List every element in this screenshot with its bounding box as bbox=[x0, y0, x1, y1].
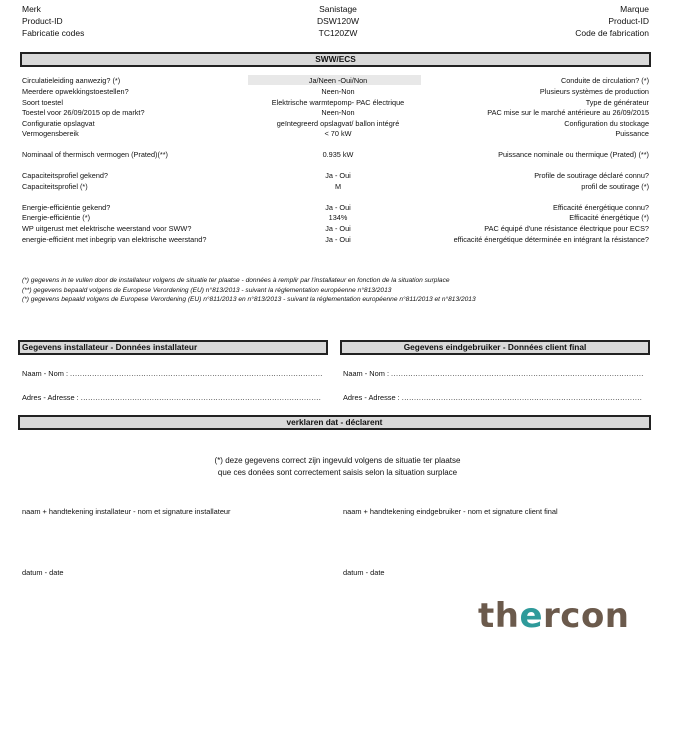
row-label-nl: Energie-efficiëntie (*) bbox=[22, 213, 91, 222]
row-value: geïntegreerd opslagvat/ ballon intégré bbox=[276, 119, 400, 128]
row-label-nl: Capaciteitsprofiel (*) bbox=[22, 182, 88, 191]
row-label-fr: Efficacité énergétique (*) bbox=[569, 213, 649, 222]
declaration-line-nl: (*) deze gegevens correct zijn ingevuld volgens de situatie ter plaatse bbox=[214, 456, 461, 465]
row-value: Neen-Non bbox=[321, 108, 355, 117]
header-brand-label-fr: Marque bbox=[620, 4, 649, 14]
client-name-label: Naam - Nom : bbox=[343, 369, 392, 378]
row-label-fr: Puissance nominale ou thermique (Prated) (**) bbox=[498, 150, 649, 159]
row-label-nl: Configuratie opslagvat bbox=[22, 119, 95, 128]
client-name-field[interactable] bbox=[343, 369, 644, 378]
installer-date-label: datum - date bbox=[22, 568, 64, 577]
row-value: 0.935 kW bbox=[322, 150, 354, 159]
logo-text-end: rcon bbox=[543, 596, 630, 636]
header-code-label-nl: Fabricatie codes bbox=[22, 28, 85, 38]
header-code-label-fr: Code de fabrication bbox=[575, 28, 649, 38]
header-code-value: TC120ZW bbox=[318, 28, 358, 38]
fill-line: .................................................................................................. bbox=[80, 393, 322, 402]
footnote-regulation-811-813: (*) gegevens bepaald volgens de Europese Verordening (EU) n°811/2013 en n°813/2013 - suivant la réglementation européenne n°811/2013 et n°813/2013 bbox=[22, 296, 476, 303]
header-brand-label-nl: Merk bbox=[22, 4, 41, 14]
logo-text-accent: e bbox=[519, 596, 544, 636]
row-label-fr: Conduite de circulation? (*) bbox=[560, 76, 649, 85]
row-label-nl: WP uitgerust met elektrische weerstand voor SWW? bbox=[22, 224, 192, 233]
row-label-fr: Profile de soutirage déclaré connu? bbox=[534, 171, 649, 180]
installer-name-label: Naam - Nom : bbox=[22, 369, 71, 378]
row-value: Elektrische warmtepomp- PAC électrique bbox=[271, 98, 405, 107]
row-label-nl: Soort toestel bbox=[22, 98, 63, 107]
fill-line: ....................................................................................................... bbox=[391, 369, 644, 378]
header-product-label-nl: Product-ID bbox=[22, 16, 63, 26]
client-section-title: Gegevens eindgebruiker - Données client final bbox=[340, 340, 650, 355]
row-label-nl: Energie-efficiëntie gekend? bbox=[22, 203, 111, 212]
declaration-line-fr: que ces donées sont correctement saisis selon la situation surplace bbox=[217, 468, 458, 477]
row-label-nl: Circulatieleiding aanwezig? (*) bbox=[22, 76, 121, 85]
row-value: Neen-Non bbox=[321, 87, 355, 96]
row-value: Ja - Oui bbox=[325, 224, 351, 233]
declaration-title-bar: verklaren dat - déclarent bbox=[18, 415, 651, 430]
row-label-fr: Puissance bbox=[615, 129, 649, 138]
row-label-nl: Nominaal of thermisch vermogen (Prated)(**) bbox=[22, 150, 168, 159]
row-value: M bbox=[334, 182, 342, 191]
client-signature-label: naam + handtekening eindgebruiker - nom et signature client final bbox=[343, 507, 558, 516]
row-label-fr: Efficacité énergétique connu? bbox=[552, 203, 649, 212]
client-address-field[interactable] bbox=[343, 393, 642, 402]
installer-address-label: Adres - Adresse : bbox=[22, 393, 81, 402]
footnote-installer: (*) gegevens in te vullen door de installateur volgens de situatie ter plaatse - données à remplir par l'installateur en fonction de la situation surplace bbox=[22, 277, 450, 284]
installer-name-field[interactable] bbox=[22, 369, 323, 378]
row-label-fr: PAC mise sur le marché antérieure au 26/09/2015 bbox=[487, 108, 649, 117]
header-product-label-fr: Product-ID bbox=[608, 16, 649, 26]
logo-text-start: th bbox=[478, 596, 520, 636]
installer-section-title: Gegevens installateur - Données installateur bbox=[18, 340, 328, 355]
row-label-nl: Capaciteitsprofiel gekend? bbox=[22, 171, 108, 180]
fill-line: ....................................................................................................... bbox=[70, 369, 323, 378]
row-label-fr: Plusieurs systèmes de production bbox=[539, 87, 649, 96]
client-date-label: datum - date bbox=[343, 568, 385, 577]
row-label-nl: Toestel voor 26/09/2015 op de markt? bbox=[22, 108, 145, 117]
fill-line: .................................................................................................. bbox=[401, 393, 643, 402]
row-label-nl: energie-efficiënt met inbegrip van elektrische weerstand? bbox=[22, 235, 207, 244]
row-label-nl: Vermogensbereik bbox=[22, 129, 79, 138]
installer-signature-label: naam + handtekening installateur - nom et signature installateur bbox=[22, 507, 231, 516]
row-value: Ja/Neen -Oui/Non bbox=[308, 76, 368, 85]
row-value: Ja - Oui bbox=[325, 171, 351, 180]
row-label-fr: efficacité énergétique déterminée en intégrant la résistance? bbox=[453, 235, 649, 244]
header-product-value: DSW120W bbox=[316, 16, 360, 26]
row-label-fr: Configuration du stockage bbox=[564, 119, 649, 128]
row-value: Ja - Oui bbox=[325, 235, 351, 244]
header-brand-value: Sanistage bbox=[319, 4, 357, 14]
thercon-logo bbox=[478, 596, 630, 636]
row-value: 134% bbox=[328, 213, 348, 222]
row-value: < 70 kW bbox=[324, 129, 352, 138]
row-label-fr: profil de soutirage (*) bbox=[581, 182, 649, 191]
row-value: Ja - Oui bbox=[325, 203, 351, 212]
row-label-fr: Type de générateur bbox=[585, 98, 649, 107]
footnote-regulation-813: (**) gegevens bepaald volgens de Europese Verordening (EU) n°813/2013 - suivant la réglementation européenne n°813/2013 bbox=[22, 287, 392, 294]
installer-address-field[interactable] bbox=[22, 393, 321, 402]
row-label-nl: Meerdere opwekkingstoestellen? bbox=[22, 87, 129, 96]
row-label-fr: PAC équipé d'une résistance électrique pour ECS? bbox=[484, 224, 649, 233]
client-address-label: Adres - Adresse : bbox=[343, 393, 402, 402]
section-title-bar: SWW/ECS bbox=[20, 52, 651, 67]
